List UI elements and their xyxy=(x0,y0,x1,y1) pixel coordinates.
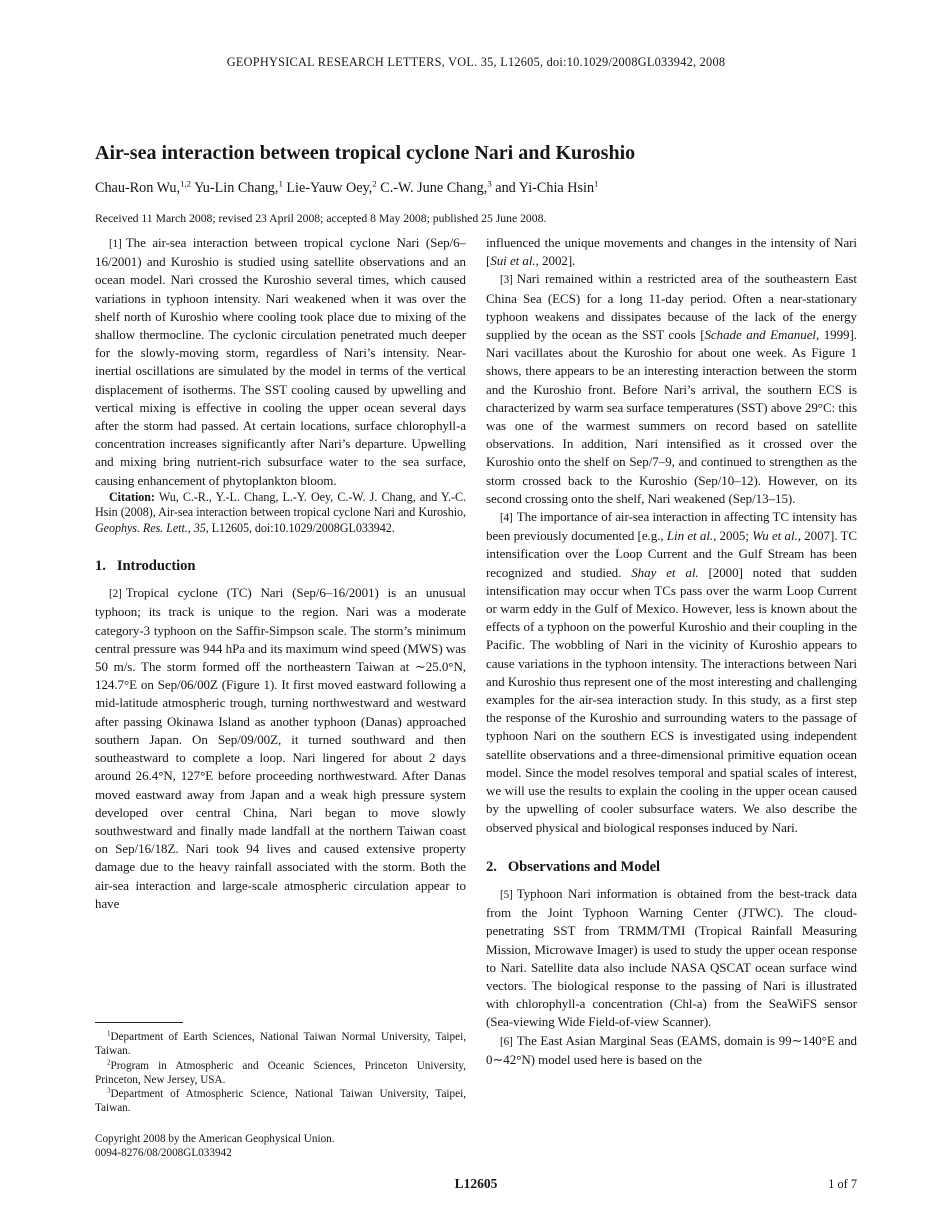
footnote-rule xyxy=(95,1022,183,1023)
author-line: Chau-Ron Wu,$^{1,2}$ Yu-Lin Chang,$^1$ Lie-Yauw Oey,$^2$ C.-W. June Chang,$^3$ and Yi-Chia Hsin$^1$ xyxy=(95,178,599,196)
paragraph-6: [6] The East Asian Marginal Seas (EAMS, domain is 99∼140°E and 0∼42°N) model used here is based on the xyxy=(486,1032,857,1067)
right-column xyxy=(486,234,857,1170)
issn-line: 0094-8276/08/2008GL033942 xyxy=(95,1147,232,1160)
journal-header: GEOPHYSICAL RESEARCH LETTERS, VOL. 35, L12605, doi:10.1029/2008GL033942, 2008 xyxy=(226,55,726,69)
page-footer xyxy=(95,1176,857,1196)
footnote-affiliation-1: $^1$Department of Earth Sciences, National Taiwan Normal University, Taipei, Taiwan. xyxy=(95,1029,466,1058)
paragraph-5: [5] Typhoon Nari information is obtained from the best-track data from the Joint Typhoon Warning Center (JTWC). The cloud-penetrating SST from TRMM/TMI (Tropical Rainfall Measuring Mission, Microwave Imager) is used to study the upper ocean response to Nari. Satellite data also include NASA QSCAT ocean surface wind vectors. The biological response to the passing of Nari is illustrated with chlorophyll-a concentration (Chl-a) from the SeaWiFS sensor (Sea-viewing Wide Field-of-view Scanner). xyxy=(486,885,857,1030)
section-title: Observations and Model xyxy=(507,858,661,875)
abstract-paragraph: [1] The air-sea interaction between tropical cyclone Nari (Sep/6–16/2001) and Kuroshio is studied using satellite observations and an ocean model. Nari crossed the Kuroshio several times, which caused variations in typhoon intensity. Nari weakened when it was over the shelf north of Kuroshio where cooling took place due to mixing of the shallow thermocline. The cyclonic circulation penetrated much deeper for the slowly-moving storm, regardless of Nari’s intensity. Near-inertial oscillations are simulated by the model in terms of the vertical displacement of isotherms. The SST cooling caused by upwelling and vertical mixing is effective in cooling the upper ocean several days after the storm had passed. At certain locations, surface chlorophyll-a concentration increases significantly after Nari’s departure. Upwelling and mixing bring nutrient-rich subsurface water to the sea surface, causing enhancement of phytoplankton bloom. xyxy=(95,235,466,488)
footnote-affiliation-2: $^2$Program in Atmospheric and Oceanic Sciences, Princeton University, Princeton, New Jersey, USA. xyxy=(95,1057,466,1086)
received-revised-dates: Received 11 March 2008; revised 23 April 2008; accepted 8 May 2008; published 25 June 2008. xyxy=(95,212,547,225)
article-title: Air-sea interaction between tropical cyclone Nari and Kuroshio xyxy=(95,142,636,164)
footer-page-number: 1 of 7 xyxy=(828,1177,857,1191)
section-heading-introduction xyxy=(95,557,466,575)
paragraph-3: [3] Nari remained within a restricted area of the southeastern East China Sea (ECS) for a long 11-day period. Often a near-stationary typhoon weakens and dissipates because of the lack of the energy supplied by the ocean as the SST cools [Schade and Emanuel, 1999]. Nari vacillates about the Kuroshio for about one week. As Figure 1 shows, there appears to be an interesting interaction between the storm and the Kuroshio front. Before Nari’s arrival, the southern ECS is characterized by warm sea surface temperatures (SST) above 29°C: this was one of the warmest summers on record based on satellite observations. In addition, Nari intensified as it crossed over the Kuroshio onto the shelf on Sep/7–9, and continued to strengthen as the storm crossed back to the Kuroshio (Sep/10–12). However, on its second crossing onto the shelf, Nari weakened (Sep/13–15). xyxy=(486,271,857,506)
citation-paragraph: Citation: Wu, C.-R., Y.-L. Chang, L.-Y. Oey, C.-W. J. Chang, and Y.-C. Hsin (2008), Air-sea interaction between tropical cyclone Nari and Kuroshio, Geophys. Res. Lett., 35, L12605, doi:10.1029/2008GL033942. xyxy=(95,489,466,535)
section-number: 1. xyxy=(95,558,106,575)
section-number: 2. xyxy=(486,858,497,875)
paragraph-4: [4] The importance of air-sea interaction in affecting TC intensity has been previously documented [e.g., Lin et al., 2005; Wu et al., 2007]. TC intensification over the Loop Current and the Gulf Stream has been recognized and studied. Shay et al. [2000] noted that sudden intensification may occur when TCs pass over the warm Loop Current or warm eddy in the Gulf of Mexico. However, less is known about the effects of a typhoon on the powerful Kuroshio and their coupling in the Pacific. The wobbling of Nari in the vicinity of Kuroshio appears to cause variations in the typhoon intensity. The interactions between Nari and Kuroshio thus represent one of the most interesting and challenging examples for the air-sea interaction study. In this study, as a first step the response of the Kuroshio and surrounding waters to the passage of typhoon Nari on the southern ECS is investigated using independent satellite observations and a three-dimensional primitive equation ocean model. Since the model resolves temporal and spatial scales of interest, we will use the results to explain the cooling in the upper ocean caused by the upwelling of cooler subsurface waters. We also describe the observed physical and biological responses induced by Nari. xyxy=(486,509,857,835)
section-title: Introduction xyxy=(116,558,196,575)
copyright-line: Copyright 2008 by the American Geophysical Union. xyxy=(95,1132,335,1145)
paragraph-2-continued: influenced the unique movements and changes in the intensity of Nari [Sui et al., 2002]. xyxy=(486,235,857,269)
section-heading-observations-and-model xyxy=(486,858,857,876)
footer-article-id: L12605 xyxy=(454,1176,498,1191)
footnote-block xyxy=(95,1022,466,1172)
paragraph-2: [2] Tropical cyclone (TC) Nari (Sep/6–16/2001) is an unusual typhoon; its track is unique to the region. Nari was a moderate category-3 typhoon on the Saffir-Simpson scale. The storm’s minimum central pressure was 944 hPa and its maximum wind speed (MWS) was 50 m/s. The storm formed off the northeastern Taiwan at ∼25.0°N, 124.7°E on Sep/06/00Z (Figure 1). It first moved eastward following a mid-latitude atmospheric trough, turning northwestward and westward after passing Okinawa Island as another typhoon (Danas) approached southern Japan. On Sep/09/00Z, it turned southward and then southeastward to complete a loop. Nari lingered for about 2 days around 26.4°N, 127°E before proceeding northwestward. After Danas moved eastward away from Japan and a weak high pressure system developed over central China, Nari began to move slowly southwestward and finally made landfall at the northern Taiwan coast on Sep/16/18Z. Nari took 94 lives and caused extensive property damage due to the heavy rainfall associated with the storm. Both the air-sea interaction and large-scale atmospheric circulation appear to have xyxy=(95,585,466,911)
footnote-affiliation-3: $^3$Department of Atmospheric Science, National Taiwan University, Taipei, Taiwan. xyxy=(95,1086,466,1115)
